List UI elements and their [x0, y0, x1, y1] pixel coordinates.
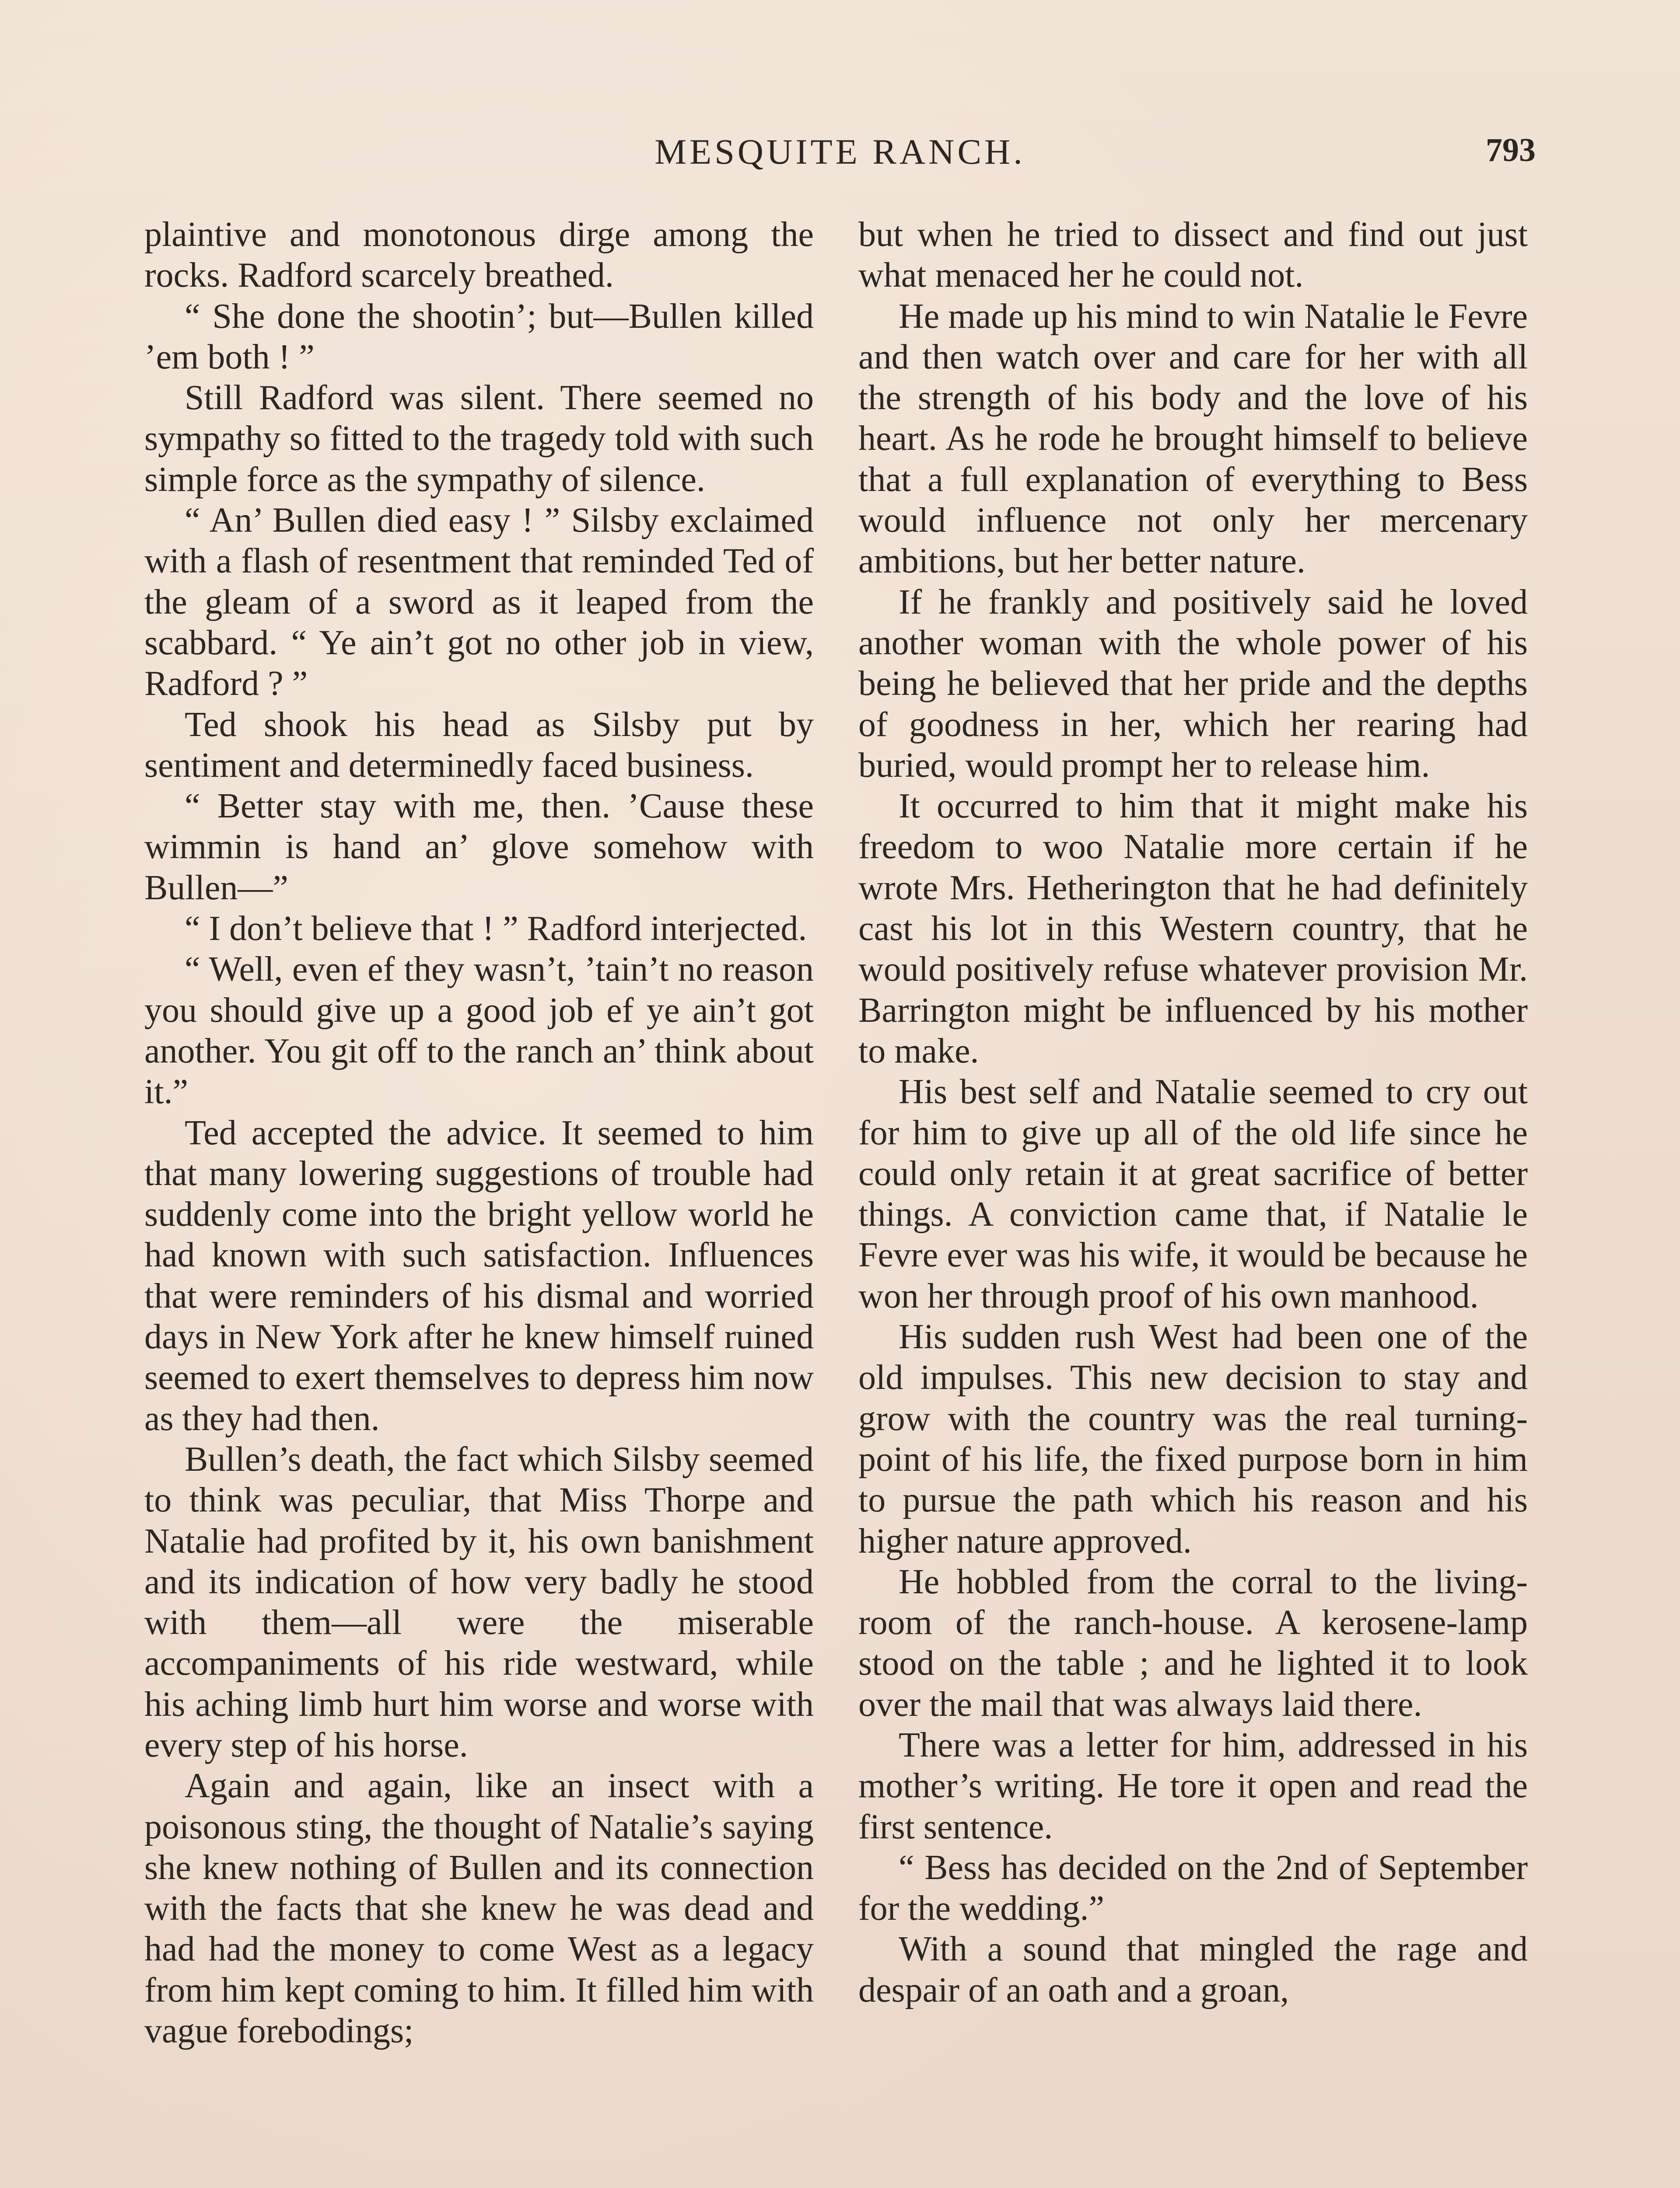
paragraph: There was a letter for him, addressed in his mother’s writing. He tore it open and read the first sentence.	[858, 1725, 1528, 1846]
paragraph: “ Well, even ef they wasn’t, ’tain’t no reason you should give up a good job ef ye ain’t got another. You git off to the ranch an’ think about it.”	[144, 950, 814, 1112]
paragraph: but when he tried to dissect and find out just what menaced her he could not.	[858, 215, 1528, 295]
paragraph: “ Bess has decided on the 2nd of September for the wedding.”	[858, 1848, 1528, 1928]
paragraph: He hobbled from the corral to the living-room of the ranch-house. A kerosene-lamp stood on the table ; and he lighted it to look over the mail that was always laid there.	[858, 1562, 1528, 1724]
paragraph: “ Better stay with me, then. ’Cause these wimmin is hand an’ glove somehow with Bullen—”	[144, 787, 814, 907]
paragraph: “ I don’t believe that ! ” Radford interjected.	[185, 909, 807, 948]
paragraph: Bullen’s death, the fact which Silsby seemed to think was peculiar, that Miss Thorpe and Natalie had profited by it, his own banishment and its indication of how very badly he stood with them—all were the miserable accompaniments of his ride westward, while his aching limb hurt him worse and worse with every step of his horse.	[144, 1440, 814, 1764]
running-head	[0, 131, 1680, 184]
paragraph: Again and again, like an insect with a poisonous sting, the thought of Natalie’s saying she knew nothing of Bullen and its connection with the facts that she knew he was dead and had had the money to come West as a legacy from him kept coming to him. It filled him with vague forebodings;	[144, 1767, 814, 2051]
paragraph: Ted shook his head as Silsby put by sentiment and determinedly faced business.	[144, 705, 814, 785]
paragraph: If he frankly and positively said he loved another woman with the whole power of his being he believed that her pride and the depths of goodness in her, which her rearing had buried, would prompt her to release him.	[858, 582, 1528, 785]
paragraph: “ An’ Bullen died easy ! ” Silsby exclaimed with a flash of resentment that reminded Ted of the gleam of a sword as it leaped from the scabbard. “ Ye ain’t got no other job in view, Radford ? ”	[144, 501, 814, 703]
paragraph: Ted accepted the advice. It seemed to him that many lowering suggestions of trouble had suddenly come into the bright yellow world he had known with such satisfaction. Influences that were reminders of his dismal and worried days in New York after he knew himself ruined seemed to exert themselves to depress him now as they had then.	[144, 1113, 814, 1438]
paragraph: His sudden rush West had been one of the old impulses. This new decision to stay and grow with the country was the real turning-point of his life, the fixed purpose born in him to pursue the path which his reason and his higher nature approved.	[858, 1318, 1528, 1560]
left-column	[144, 214, 814, 2051]
paragraph: With a sound that mingled the rage and despair of an oath and a groan,	[858, 1930, 1528, 2009]
paragraph: Still Radford was silent. There seemed no sympathy so fitted to the tragedy told with such simple force as the sympathy of silence.	[144, 379, 814, 499]
paragraph: His best self and Natalie seemed to cry out for him to give up all of the old life since he could only retain it at great sacrifice of better things. A conviction came that, if Natalie le Fevre ever was his wife, it would be because he won her through proof of his own manhood.	[858, 1073, 1528, 1315]
running-title: MESQUITE RANCH.	[654, 132, 1026, 172]
page-number: 793	[1486, 132, 1536, 168]
paragraph: It occurred to him that it might make his freedom to woo Natalie more certain if he wrote Mrs. Hetherington that he had definitely cast his lot in this Western country, that he would positively refuse whatever provision Mr. Barrington might be influenced by his mother to make.	[858, 787, 1528, 1070]
paragraph: plaintive and monotonous dirge among the rocks. Radford scarcely breathed.	[144, 215, 814, 295]
right-column	[858, 214, 1528, 2011]
paragraph: He made up his mind to win Natalie le Fevre and then watch over and care for her with all the strength of his body and the love of his heart. As he rode he brought himself to believe that a full explanation of everything to Bess would influence not only her mercenary ambitions, but her better nature.	[858, 297, 1528, 581]
paragraph: “ She done the shootin’; but—Bullen killed ’em both ! ”	[144, 297, 814, 376]
